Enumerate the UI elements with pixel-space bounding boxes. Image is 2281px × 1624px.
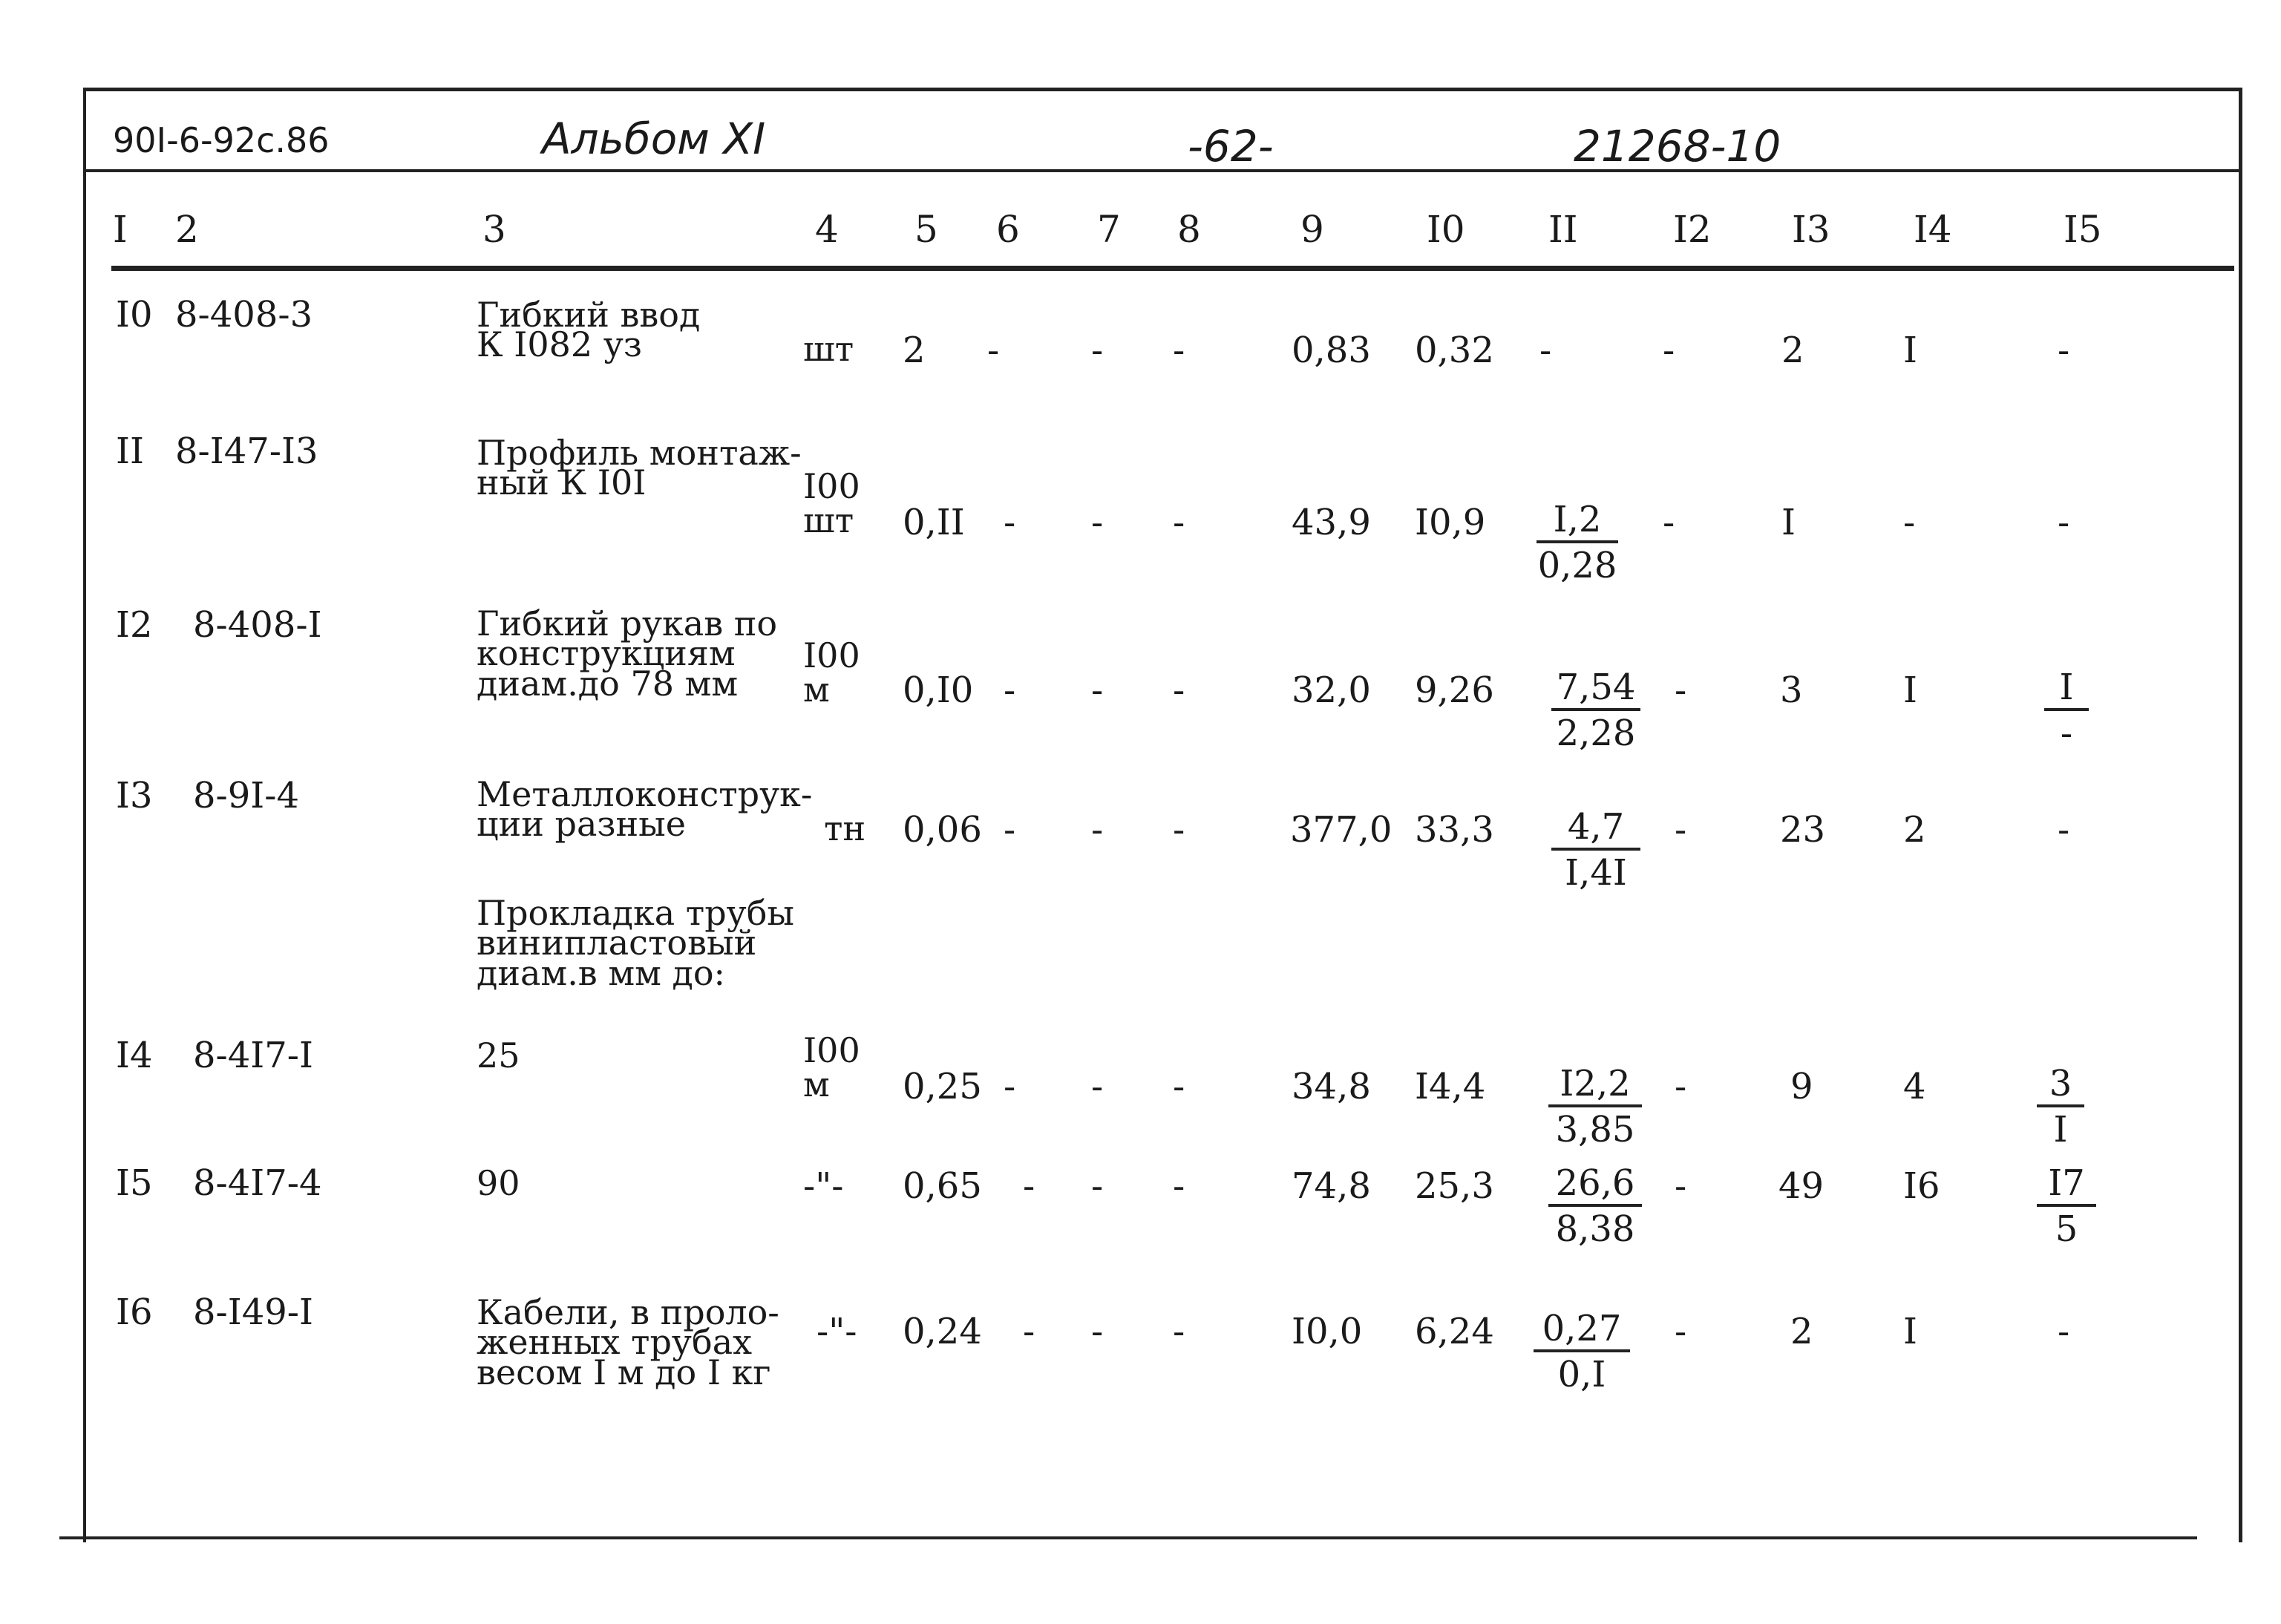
row-unit: I00 м — [803, 1030, 860, 1104]
cell-c7: - — [1091, 1165, 1104, 1207]
cell-c10: 33,3 — [1415, 809, 1494, 851]
cell-c6: - — [987, 330, 1000, 371]
cell-c11-fraction — [1551, 667, 1640, 754]
cell-c14: 4 — [1903, 1066, 1926, 1107]
cell-c5: 0,I0 — [903, 669, 974, 711]
fraction-denominator: 0,I — [1557, 1354, 1606, 1395]
cell-c13: 9 — [1790, 1066, 1813, 1107]
row-unit: -"- — [816, 1311, 857, 1352]
row-no: I0 — [116, 294, 153, 335]
fraction-numerator: 3 — [2037, 1066, 2084, 1107]
row-no: II — [116, 430, 144, 472]
col-header-5: 5 — [914, 208, 938, 251]
col-header-4: 4 — [815, 208, 839, 251]
cell-c8: - — [1173, 330, 1185, 371]
row-no: I6 — [116, 1291, 153, 1333]
cell-c10: I4,4 — [1415, 1066, 1486, 1107]
fraction-denominator: 0,28 — [1537, 545, 1617, 586]
cell-c6: - — [1023, 1165, 1035, 1207]
fraction-denominator: I,4I — [1565, 852, 1627, 894]
cell-c8: - — [1173, 1165, 1185, 1207]
col-header-11: II — [1548, 208, 1578, 251]
cell-c10: I0,9 — [1415, 502, 1486, 543]
cell-c7: - — [1091, 669, 1104, 711]
cell-c14: I — [1903, 330, 1917, 371]
cell-c8: - — [1173, 809, 1185, 851]
row-code: 8-9I-4 — [193, 775, 300, 816]
col-header-15: I5 — [2064, 208, 2102, 251]
row-unit: I00 шт — [803, 466, 860, 540]
col-header-8: 8 — [1177, 208, 1201, 251]
cell-c7: - — [1091, 502, 1104, 543]
cell-c5: 0,25 — [903, 1066, 982, 1107]
cell-c8: - — [1173, 502, 1185, 543]
bottom-rule — [59, 1536, 2197, 1539]
cell-c15: - — [2058, 502, 2070, 543]
fraction-numerator: 26,6 — [1548, 1165, 1642, 1207]
row-no: I3 — [116, 775, 153, 816]
col-header-1: I — [113, 208, 128, 251]
row-name: 90 — [477, 1163, 520, 1203]
cell-c15: - — [2058, 330, 2070, 371]
cell-c15-fraction — [2037, 1063, 2084, 1150]
cell-c13: 2 — [1781, 330, 1804, 371]
cell-c6: - — [1004, 502, 1016, 543]
cell-c6: - — [1004, 669, 1016, 711]
cell-c15: - — [2058, 809, 2070, 851]
column-header-rule — [111, 266, 2234, 271]
col-header-7: 7 — [1097, 208, 1121, 251]
cell-c14: I — [1903, 669, 1917, 711]
row-name: Гибкий рукав по конструкциям диам.до 78 мм — [477, 603, 778, 704]
row-code: 8-4I7-I — [193, 1035, 313, 1076]
cell-c5: 0,65 — [903, 1165, 982, 1207]
cell-c9: 32,0 — [1292, 669, 1371, 711]
cell-c12: - — [1675, 1165, 1687, 1207]
cell-c13: I — [1781, 502, 1796, 543]
page-number: -62- — [1188, 121, 1274, 171]
document-code: 90I-6-92с.86 — [113, 120, 330, 160]
cell-c6: - — [1004, 809, 1016, 851]
fraction-numerator: 4,7 — [1551, 809, 1640, 851]
document-number: 21268-10 — [1574, 121, 1781, 171]
cell-c8: - — [1173, 669, 1185, 711]
fraction-denominator: 5 — [2055, 1208, 2078, 1250]
cell-c10: 6,24 — [1415, 1311, 1494, 1352]
row-unit: шт — [803, 329, 854, 369]
cell-c7: - — [1091, 809, 1104, 851]
cell-c13: 49 — [1778, 1165, 1825, 1207]
cell-c9: I0,0 — [1292, 1311, 1363, 1352]
cell-c10: 9,26 — [1415, 669, 1494, 711]
cell-c15-fraction — [2037, 1162, 2096, 1250]
fraction-denominator: 3,85 — [1555, 1109, 1635, 1150]
cell-c13: 2 — [1790, 1311, 1813, 1352]
cell-c14: - — [1903, 502, 1916, 543]
col-header-13: I3 — [1792, 208, 1830, 251]
cell-c14: I — [1903, 1311, 1917, 1352]
row-name: Металлоконструк- ции разные — [477, 774, 813, 845]
cell-c15-fraction — [2044, 667, 2089, 754]
cell-c12: - — [1675, 1311, 1687, 1352]
fraction-numerator: I — [2044, 669, 2089, 711]
top-rule — [83, 88, 2239, 91]
fraction-denominator: I — [2053, 1109, 2068, 1150]
fraction-numerator: I,2 — [1537, 502, 1618, 543]
cell-c6: - — [1023, 1311, 1035, 1352]
fraction-numerator: I7 — [2037, 1165, 2096, 1207]
fraction-numerator: I2,2 — [1548, 1066, 1642, 1107]
col-header-14: I4 — [1914, 208, 1952, 251]
cell-c9: 377,0 — [1290, 809, 1393, 851]
cell-c12: - — [1675, 1066, 1687, 1107]
row-no: I4 — [116, 1035, 153, 1076]
row-code: 8-408-3 — [175, 294, 313, 335]
fraction-denominator: - — [2060, 713, 2073, 754]
cell-c8: - — [1173, 1066, 1185, 1107]
cell-c5: 0,06 — [903, 809, 982, 851]
cell-c9: 0,83 — [1292, 330, 1371, 371]
row-unit: тн — [824, 808, 866, 848]
cell-c8: - — [1173, 1311, 1185, 1352]
cell-c5: 0,24 — [903, 1311, 982, 1352]
row-code: 8-I49-I — [193, 1291, 313, 1333]
cell-c13: 3 — [1780, 669, 1803, 711]
cell-c12: - — [1663, 502, 1675, 543]
cell-c9: 74,8 — [1292, 1165, 1371, 1207]
row-unit: I00 м — [803, 635, 860, 710]
cell-c5: 0,II — [903, 502, 965, 543]
album-label: Альбом XI — [542, 114, 766, 164]
fraction-numerator: 7,54 — [1551, 669, 1640, 711]
fraction-denominator: 8,38 — [1555, 1208, 1635, 1250]
col-header-6: 6 — [996, 208, 1020, 251]
cell-c13: 23 — [1780, 809, 1826, 851]
cell-c15: - — [2058, 1311, 2070, 1352]
col-header-12: I2 — [1673, 208, 1712, 251]
cell-c11-fraction — [1548, 1162, 1642, 1250]
row-unit: -"- — [803, 1165, 844, 1207]
row-no: I2 — [116, 604, 153, 646]
cell-c7: - — [1091, 330, 1104, 371]
cell-c11: - — [1539, 330, 1552, 371]
cell-c9: 43,9 — [1292, 502, 1371, 543]
row-code: 8-408-I — [193, 604, 322, 646]
col-header-2: 2 — [175, 208, 199, 251]
col-header-9: 9 — [1300, 208, 1324, 251]
cell-c12: - — [1663, 330, 1675, 371]
cell-c14: I6 — [1903, 1165, 1940, 1207]
cell-c10: 0,32 — [1415, 330, 1494, 371]
row-name: Кабели, в проло- женных трубах весом I м до I кг — [477, 1292, 779, 1392]
cell-c14: 2 — [1903, 809, 1926, 851]
col-header-10: I0 — [1427, 208, 1465, 251]
cell-c11-fraction — [1548, 1063, 1642, 1150]
row-name: Профиль монтаж- ный К I0I — [477, 433, 802, 503]
cell-c7: - — [1091, 1311, 1104, 1352]
cell-c11-fraction — [1537, 499, 1618, 586]
cell-c12: - — [1675, 669, 1687, 711]
cell-c6: - — [1004, 1066, 1016, 1107]
fraction-denominator: 2,28 — [1556, 713, 1636, 754]
header-rule — [83, 169, 2239, 172]
row-code: 8-I47-I3 — [175, 430, 318, 472]
col-header-3: 3 — [482, 208, 506, 251]
row-name: Гибкий ввод К I082 уз — [477, 295, 701, 365]
cell-c7: - — [1091, 1066, 1104, 1107]
row-code: 8-4I7-4 — [193, 1162, 322, 1204]
cell-c9: 34,8 — [1292, 1066, 1371, 1107]
section-heading: Прокладка трубы винипластовый диам.в мм до: — [477, 893, 795, 993]
cell-c5: 2 — [903, 330, 926, 371]
cell-c11-fraction — [1551, 806, 1640, 894]
cell-c10: 25,3 — [1415, 1165, 1494, 1207]
fraction-numerator: 0,27 — [1534, 1311, 1630, 1352]
cell-c12: - — [1675, 809, 1687, 851]
row-name: 25 — [477, 1035, 520, 1075]
row-no: I5 — [116, 1162, 153, 1204]
cell-c11-fraction — [1534, 1308, 1630, 1395]
